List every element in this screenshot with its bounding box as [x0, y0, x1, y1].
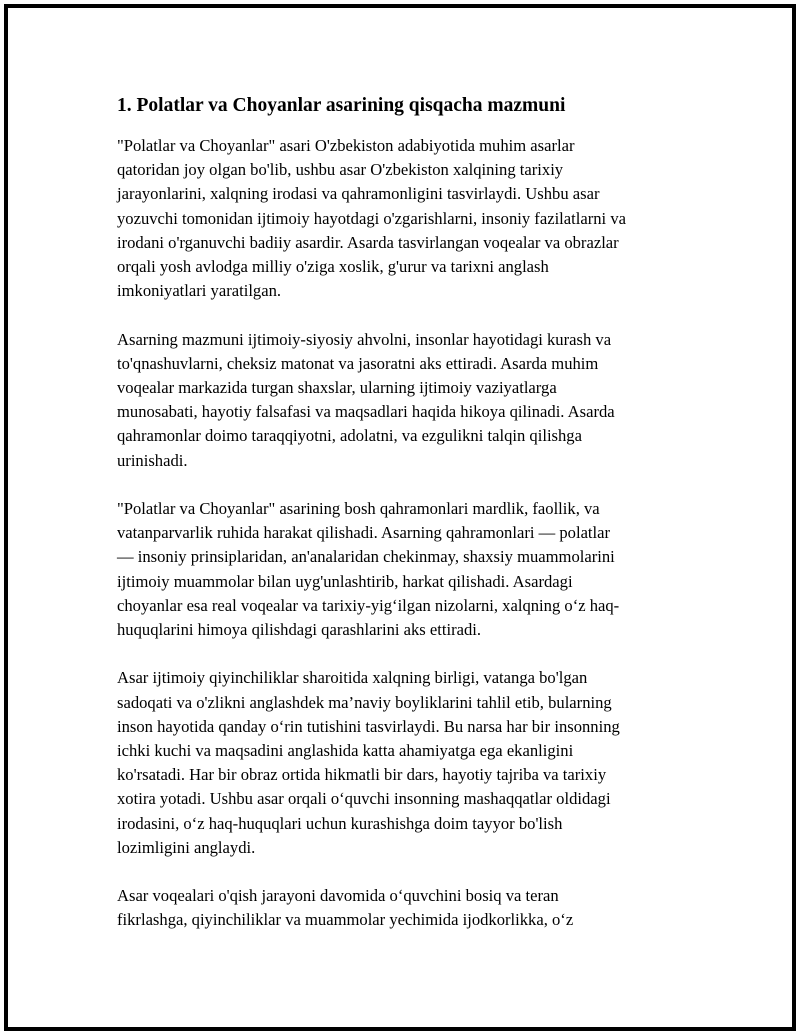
text-line: qahramonlar doimo taraqqiyotni, adolatni, va ezgulikni talqin qilishga: [117, 426, 582, 446]
text-line: sadoqati va o'zlikni anglashdek ma’naviy boyliklarini tahlil etib, bularning: [117, 692, 612, 712]
text-line: irodasini, o‘z haq-huquqlari uchun kurashishga doim tayyor bo'lish: [117, 813, 563, 833]
text-line: ijtimoiy muammolar bilan uyg'unlashtirib, harkat qilishadi. Asardagi: [117, 571, 573, 591]
document-heading: 1. Polatlar va Choyanlar asarining qisqacha mazmuni: [117, 95, 566, 116]
text-line: urinishadi.: [117, 450, 188, 470]
paragraph: [117, 134, 687, 303]
text-line: to'qnashuvlarni, cheksiz matonat va jasoratni aks ettiradi. Asarda muhim: [117, 353, 599, 373]
text-line: Asar ijtimoiy qiyinchiliklar sharoitida xalqning birligi, vatanga bo'lgan: [117, 668, 588, 688]
text-line: imkoniyatlari yaratilgan.: [117, 281, 282, 301]
text-line: irodani o'rganuvchi badiiy asardir. Asarda tasvirlangan voqealar va obrazlar: [117, 232, 619, 252]
text-line: vatanparvarlik ruhida harakat qilishadi. Asarning qahramonlari — polatlar: [117, 523, 611, 543]
text-line: — insoniy prinsiplaridan, an'analaridan chekinmay, shaxsiy muammolarini: [117, 547, 615, 567]
text-line: ichki kuchi va maqsadini anglashida katta ahamiyatga ega ekanligini: [117, 741, 574, 761]
text-line: xotira yotadi. Ushbu asar orqali o‘quvchi insonning mashaqqatlar oldidagi: [117, 789, 611, 809]
text-line: qatoridan joy olgan bo'lib, ushbu asar O'zbekiston xalqining tarixiy: [117, 160, 564, 180]
text-line: voqealar markazida turgan shaxslar, ularning ijtimoiy vaziyatlarga: [117, 378, 557, 398]
text-line: Asarning mazmuni ijtimoiy-siyosiy ahvolni, insonlar hayotidagi kurash va: [117, 329, 612, 349]
text-line: orqali yosh avlodga milliy o'ziga xoslik, g'urur va tarixni anglash: [117, 257, 549, 277]
paragraph: [117, 666, 687, 860]
document-body: [117, 93, 687, 957]
text-line: Asar voqealari o'qish jarayoni davomida o‘quvchini bosiq va teran: [117, 886, 559, 906]
text-line: "Polatlar va Choyanlar" asari O'zbekiston adabiyotida muhim asarlar: [117, 136, 575, 155]
text-line: huquqlarini himoya qilishdagi qarashlarini aks ettiradi.: [117, 620, 482, 640]
text-line: fikrlashga, qiyinchiliklar va muammolar yechimida ijodkorlikka, o‘z: [117, 910, 574, 930]
text-line: yozuvchi tomonidan ijtimoiy hayotdagi o'zgarishlarni, insoniy fazilatlarni va: [117, 208, 626, 228]
text-line: inson hayotida qanday o‘rin tutishini tasvirlaydi. Bu narsa har bir insonning: [117, 716, 620, 736]
text-line: ko'rsatadi. Har bir obraz ortida hikmatli bir dars, hayotiy tajriba va tarixiy: [117, 765, 607, 785]
text-line: munosabati, hayotiy falsafasi va maqsadlari haqida hikoya qilinadi. Asarda: [117, 402, 615, 422]
text-line: lozimligini anglaydi.: [117, 837, 256, 857]
paragraph: [117, 884, 687, 932]
text-line: jarayonlarini, xalqning irodasi va qahramonligini tasvirlaydi. Ushbu asar: [117, 184, 600, 204]
text-line: choyanlar esa real voqealar va tarixiy-yig‘ilgan nizolarni, xalqning o‘z haq-: [117, 595, 620, 615]
text-line: "Polatlar va Choyanlar" asarining bosh qahramonlari mardlik, faollik, va: [117, 499, 600, 519]
paragraph: [117, 497, 687, 642]
paragraph: [117, 328, 687, 473]
